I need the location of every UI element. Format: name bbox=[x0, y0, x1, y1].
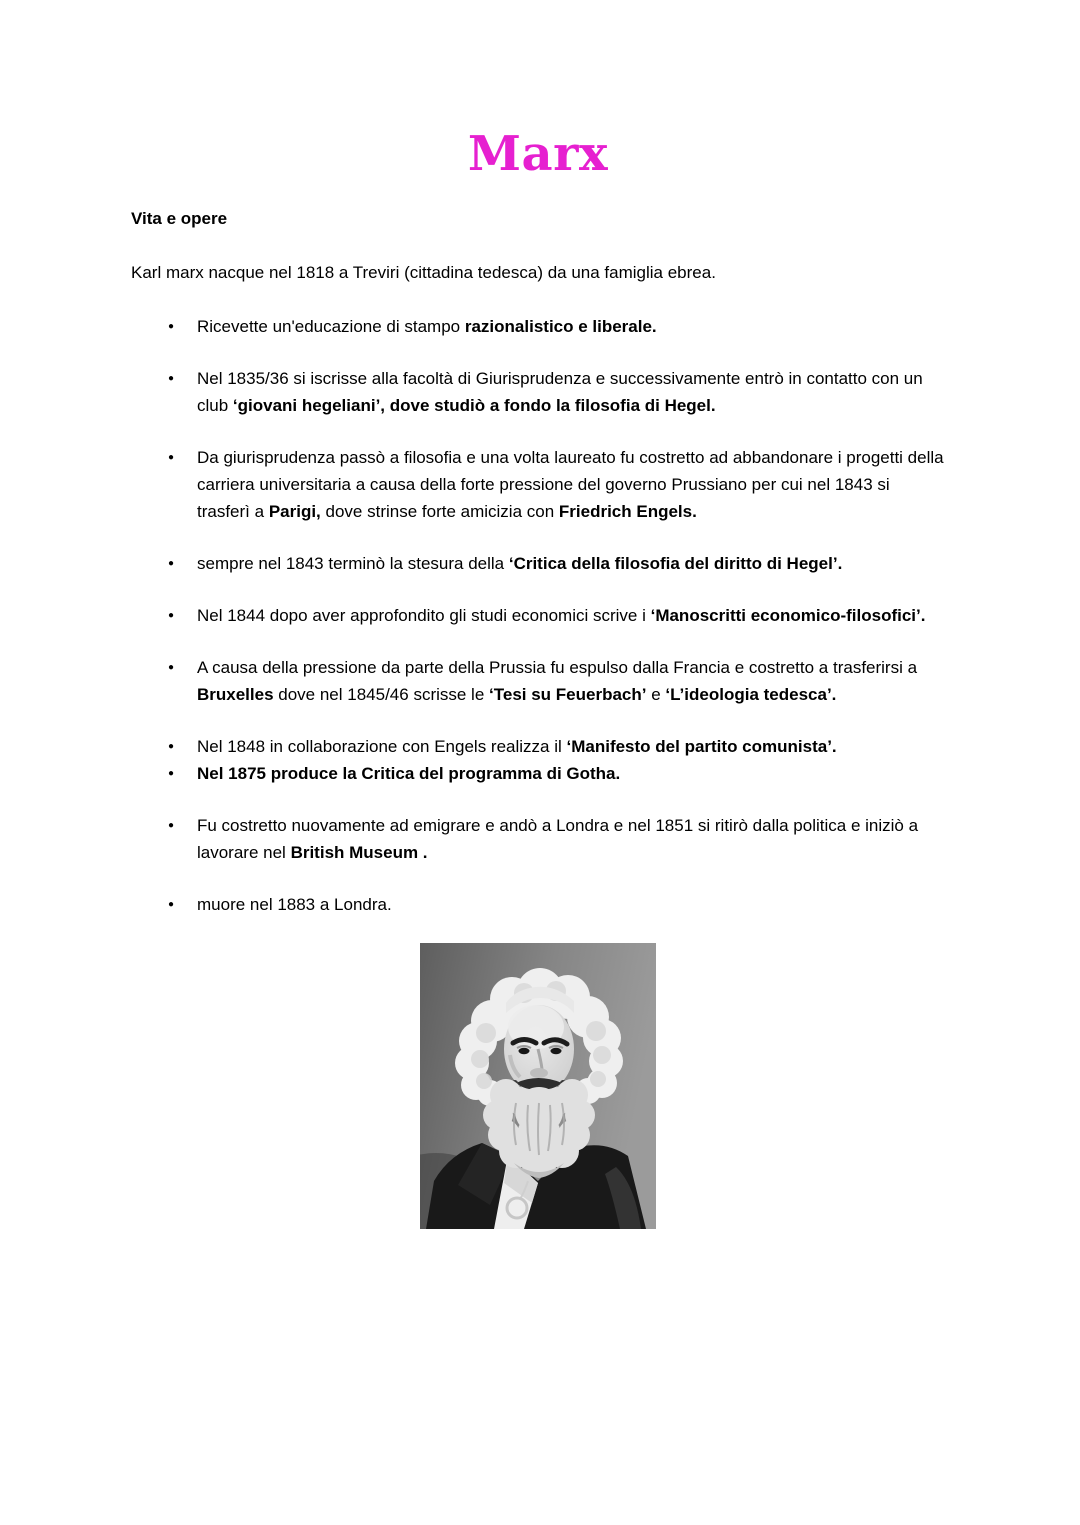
section-heading: Vita e opere bbox=[131, 209, 228, 228]
bullet-text: Ricevette un'educazione di stampo bbox=[197, 317, 465, 336]
bullet-text: Fu costretto nuovamente ad emigrare e andò a Londra e nel 1851 si ritirò dalla politica e iniziò a lavorare nel bbox=[197, 816, 919, 862]
bullet-text: dove strinse forte amicizia con bbox=[320, 502, 559, 521]
bullet-text-bold: ‘giovani hegeliani’, dove studiò a fondo la filosofia di Hegel. bbox=[232, 396, 716, 415]
bullet-text: muore nel 1883 a Londra. bbox=[197, 895, 392, 914]
bullet-text: Nel 1844 dopo aver approfondito gli studi economici scrive i bbox=[197, 606, 651, 625]
bullet-item bbox=[131, 313, 947, 340]
bullet-text-bold: ‘Critica della filosofia del diritto di Hegel’. bbox=[508, 554, 843, 573]
bullet-text: A causa della pressione da parte della Prussia fu espulso dalla Francia e costretto a trasferirsi a bbox=[197, 658, 918, 677]
bullet-text-bold: ‘Tesi su Feuerbach’ bbox=[489, 685, 647, 704]
karl-marx-portrait-image bbox=[420, 943, 656, 1229]
bullet-text: e bbox=[646, 685, 666, 704]
bullet-text-bold: British Museum . bbox=[290, 843, 428, 862]
bullet-text-bold: razionalistico e liberale. bbox=[464, 317, 657, 336]
page-title: Marx bbox=[467, 126, 609, 182]
bullet-item bbox=[131, 891, 947, 918]
bullet-text: dove nel 1845/46 scrisse le bbox=[273, 685, 490, 704]
bullet-text: sempre nel 1843 terminò la stesura della bbox=[197, 554, 509, 573]
bullet-text-bold: Bruxelles bbox=[197, 685, 274, 704]
bullet-text: Nel 1835/36 si iscrisse alla facoltà di Giurisprudenza e successivamente entrò in contatto con un club bbox=[197, 369, 923, 415]
bullet-item bbox=[131, 550, 947, 577]
bullet-text-bold: Friedrich Engels. bbox=[558, 502, 697, 521]
bullet-text-bold: Nel 1875 produce la Critica del programma di Gotha. bbox=[197, 764, 621, 783]
bullet-item bbox=[131, 733, 947, 760]
bullet-text: Da giurisprudenza passò a filosofia e una volta laureato fu costretto ad abbandonare i progetti della carriera universitaria a causa della forte pressione del governo Prussiano per cui nel 1843 si trasferì a bbox=[197, 448, 944, 521]
bullet-item bbox=[131, 760, 947, 787]
bullet-item bbox=[131, 444, 947, 525]
bullet-text-bold: ‘Manifesto del partito comunista’. bbox=[566, 737, 837, 756]
intro-paragraph: Karl marx nacque nel 1818 a Treviri (cittadina tedesca) da una famiglia ebrea. bbox=[131, 263, 716, 282]
bullet-text-bold: Parigi, bbox=[268, 502, 321, 521]
bullet-item bbox=[131, 654, 947, 708]
bullet-item bbox=[131, 602, 947, 629]
bullet-text-bold: ‘L’ideologia tedesca’. bbox=[665, 685, 837, 704]
bullet-text-bold: ‘Manoscritti economico-filosofici’. bbox=[650, 606, 926, 625]
bullet-text: Nel 1848 in collaborazione con Engels realizza il bbox=[197, 737, 567, 756]
bullet-item bbox=[131, 812, 947, 866]
karl-marx-photo bbox=[420, 943, 656, 1229]
bullet-list bbox=[131, 313, 947, 918]
bullet-item bbox=[131, 365, 947, 419]
